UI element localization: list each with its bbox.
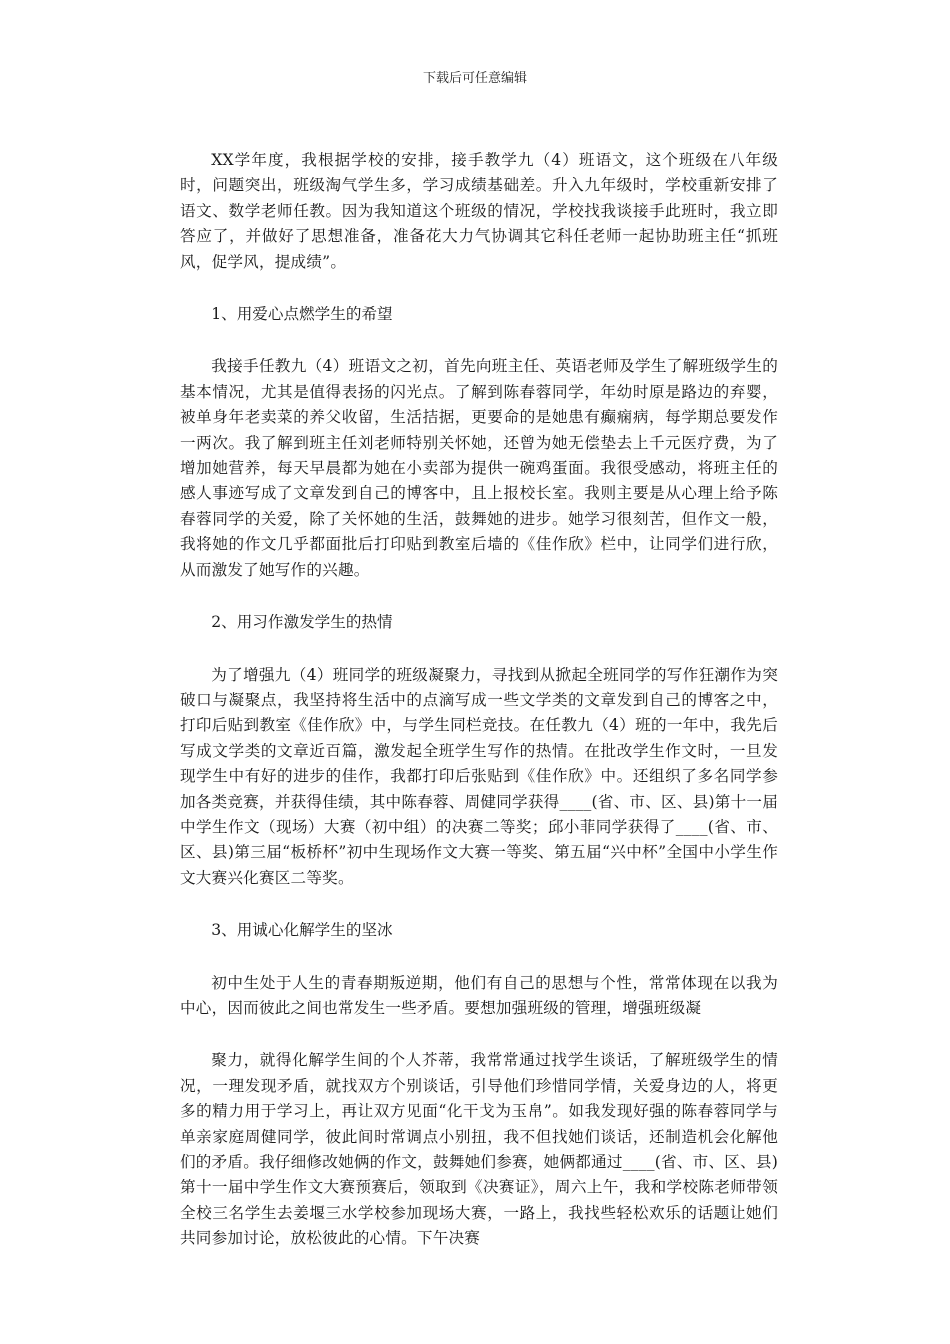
section-1-heading: 1、用爱心点燃学生的希望 [211,305,393,324]
section-2-paragraph: 为了增强九（4）班同学的班级凝聚力，寻找到从掀起全班同学的写作狂潮作为突破口与凝聚点，我坚持将生活中的点滴写成一些文学类的文章发到自己的博客之中，打印后贴到教室《佳作欣》中，与学生同栏竞技。在任教九（4）班的一年中，我先后写成文学类的文章近百篇，激发起全班学生写作的热情。在批改学生作文时，一旦发现学生中有好的进步的佳作，我都打印后张贴到《佳作欣》中。还组织了多名同学参加各类竞赛，并获得佳绩，其中陈春蓉、周健同学获得____(省、市、区、县)第十一届中学生作文（现场）大赛（初中组）的决赛二等奖；邱小菲同学获得了____(省、市、区、县)第三届“板桥杯”初中生现场作文大赛一等奖、第五届“兴中杯”全国中小学生作文大赛兴化赛区二等奖。 [180,665,778,887]
document-body [180,148,778,1252]
section-1-paragraph: 我接手任教九（4）班语文之初，首先向班主任、英语老师及学生了解班级学生的基本情况，尤其是值得表扬的闪光点。了解到陈春蓉同学，年幼时原是路边的弃婴，被单身年老卖菜的养父收留，生活拮据，更要命的是她患有癫痫病，每学期总要发作一两次。我了解到班主任刘老师特别关怀她，还曾为她无偿垫去上千元医疗费，为了增加她营养，每天早晨都为她在小卖部为提供一碗鸡蛋面。我很受感动，将班主任的感人事迹写成了文章发到自己的博客中，且上报校长室。我则主要是从心理上给予陈春蓉同学的关爱，除了关怀她的生活，鼓舞她的进步。她学习很刻苦，但作文一般，我将她的作文几乎都面批后打印贴到教室后墙的《佳作欣》栏中，让同学们进行欣，从而激发了她写作的兴趣。 [180,357,778,579]
header-note: 下载后可任意编辑 [422,71,527,86]
intro-paragraph: XX学年度，我根据学校的安排，接手教学九（4）班语文，这个班级在八年级时，问题突出，班级淘气学生多，学习成绩基础差。升入九年级时，学校重新安排了语文、数学老师任教。因为我知道这个班级的情况，学校找我谈接手此班时，我立即答应了，并做好了思想准备，准备花大力气协调其它科任老师一起协助班主任“抓班风，促学风，提成绩”。 [180,151,778,271]
section-3-heading: 3、用诚心化解学生的坚冰 [211,921,393,940]
section-2-heading: 2、用习作激发学生的热情 [211,613,393,632]
section-3-paragraph-b: 聚力，就得化解学生间的个人芥蒂，我常常通过找学生谈话，了解班级学生的情况，一理发现矛盾，就找双方个别谈话，引导他们珍惜同学情，关爱身边的人，将更多的精力用于学习上，再让双方见面“化干戈为玉帛”。如我发现好强的陈春蓉同学与单亲家庭周健同学，彼此间时常调点小别扭，我不但找她们谈话，还制造机会化解他们的矛盾。我仔细修改她俩的作文，鼓舞她们参赛，她俩都通过____(省、市、区、县)第十一届中学生作文大赛预赛后，领取到《决赛证》，周六上午，我和学校陈老师带领全校三名学生去姜堰三水学校参加现场大赛，一路上，我找些轻松欢乐的话题让她们共同参加讨论，放松彼此的心情。下午决赛 [180,1051,778,1248]
section-3-paragraph-a: 初中生处于人生的青春期叛逆期，他们有自己的思想与个性，常常体现在以我为中心，因而彼此之间也常发生一些矛盾。要想加强班级的管理，增强班级凝 [180,973,778,1017]
